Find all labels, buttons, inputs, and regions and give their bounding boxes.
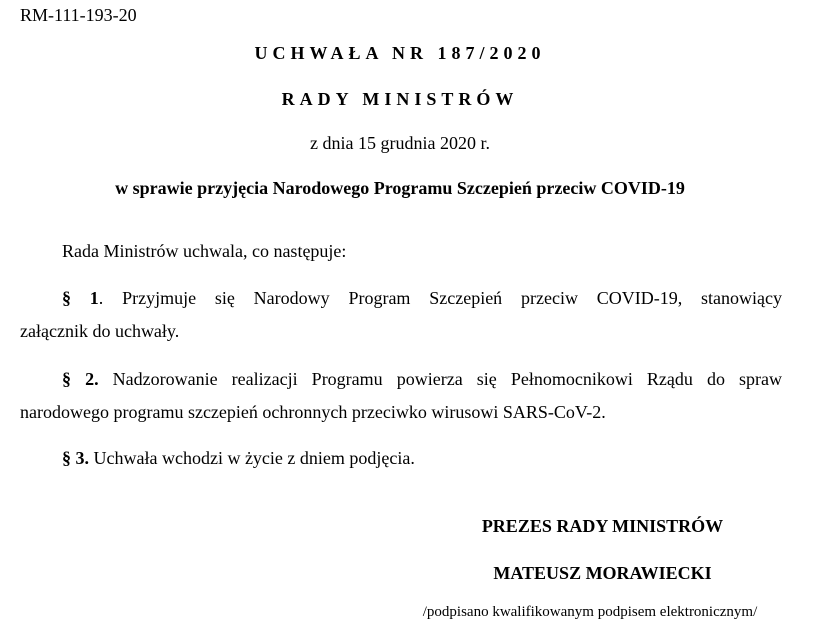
resolution-subject: w sprawie przyjęcia Narodowego Programu Szczepień przeciw COVID-19	[115, 178, 685, 198]
resolution-date: z dnia 15 grudnia 2020 r.	[310, 133, 490, 153]
intro-paragraph: Rada Ministrów uchwala, co następuje:	[62, 241, 347, 261]
document-reference: RM-111-193-20	[20, 5, 137, 25]
paragraph-2-mark: § 2.	[62, 369, 99, 389]
paragraph-3-mark: § 3.	[62, 448, 89, 468]
paragraph-1-line1	[20, 282, 782, 315]
paragraph-1-mark: § 1	[62, 288, 99, 308]
paragraph-3	[20, 442, 782, 475]
signatory-position: PREZES RADY MINISTRÓW	[481, 516, 724, 536]
paragraph-2-line1	[20, 363, 782, 396]
paragraph-1-line2: załącznik do uchwały.	[20, 321, 180, 341]
paragraph-3-text: Uchwała wchodzi w życie z dniem podjęcia.	[89, 448, 415, 468]
paragraph-2-text: Nadzorowanie realizacji Programu powierza się Pełnomocnikowi Rządu do spraw	[98, 369, 783, 389]
paragraph-1-text: . Przyjmuje się Narodowy Program Szczepień przeciw COVID-19, stanowiący	[98, 288, 782, 308]
paragraph-2	[20, 363, 782, 429]
resolution-issuer: RADY MINISTRÓW	[281, 89, 519, 109]
signature-note: /podpisano kwalifikowanym podpisem elektronicznym/	[422, 604, 758, 620]
signatory-name: MATEUSZ MORAWIECKI	[493, 563, 712, 583]
paragraph-2-line2: narodowego programu szczepień ochronnych przeciwko wirusowi SARS-CoV-2.	[20, 402, 606, 422]
paragraph-1	[20, 282, 782, 348]
resolution-title: UCHWAŁA NR 187/2020	[254, 43, 546, 63]
